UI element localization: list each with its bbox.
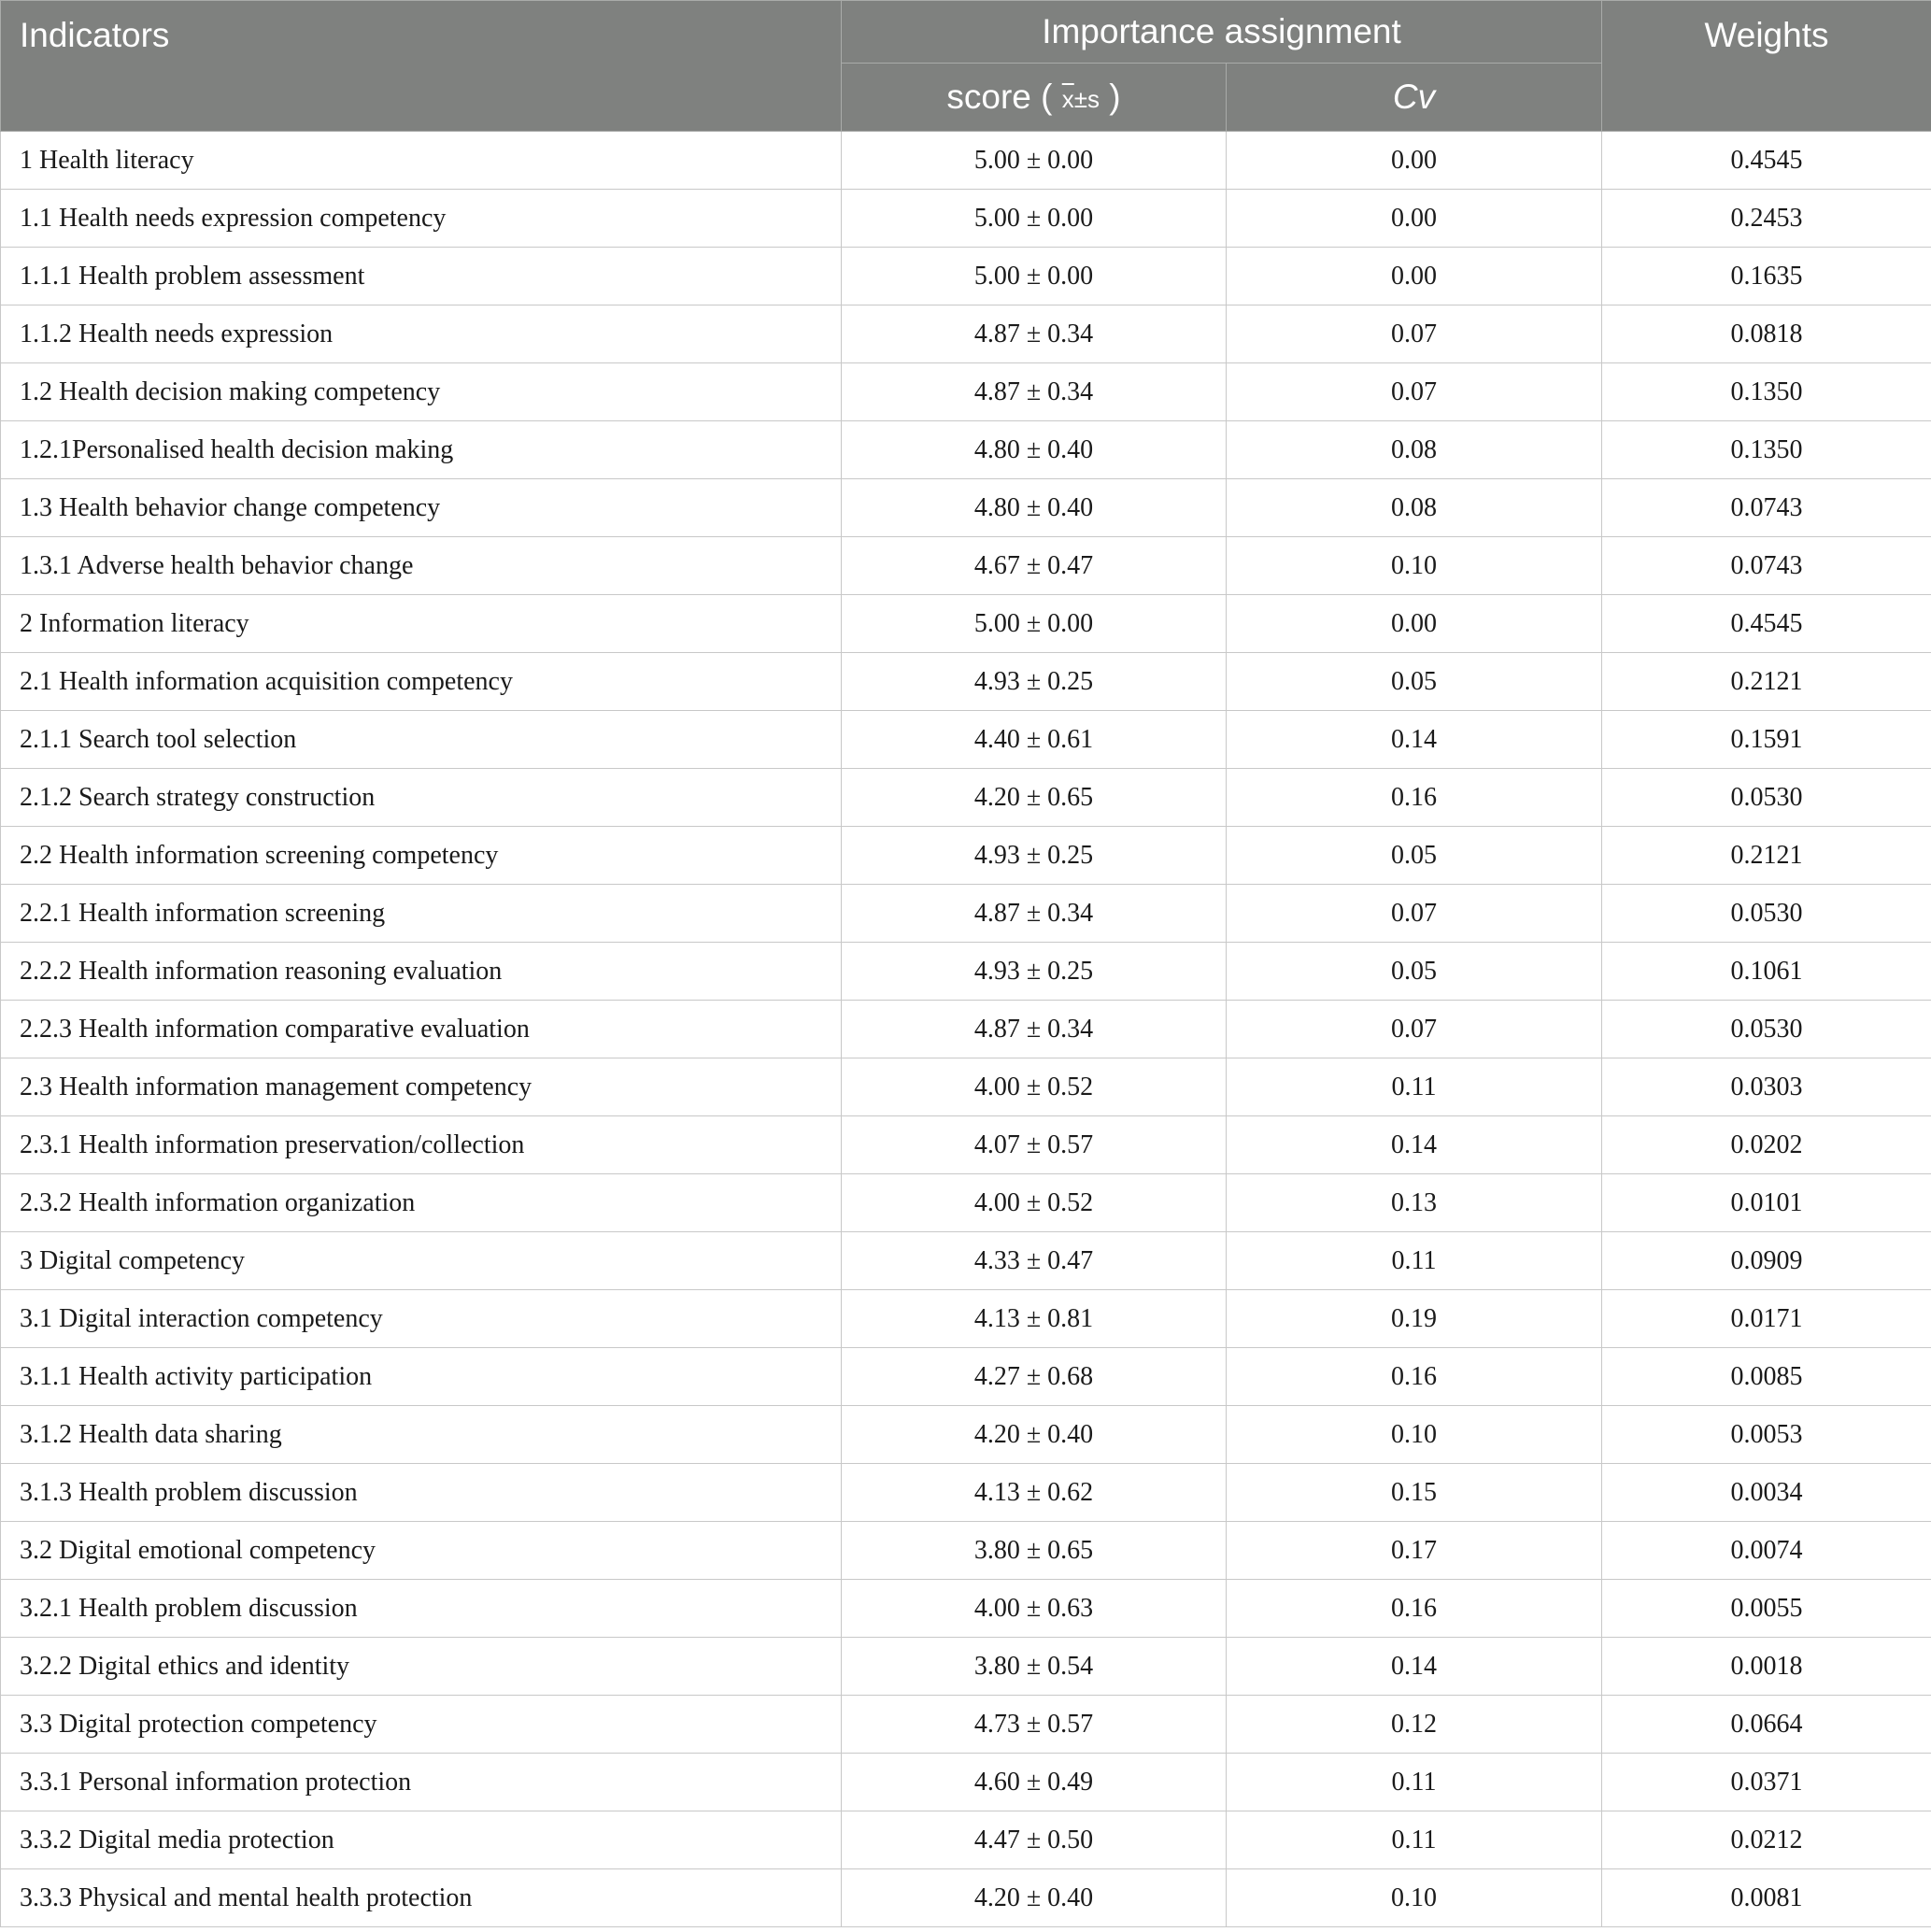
indicator-cell: 2.1.1 Search tool selection — [1, 711, 842, 769]
weight-cell: 0.0743 — [1602, 479, 1931, 537]
score-cell: 5.00 ± 0.00 — [842, 190, 1227, 248]
table-row — [1, 1522, 1931, 1580]
table-row — [1, 1174, 1931, 1232]
cv-cell: 0.00 — [1227, 132, 1602, 190]
indicator-cell: 3.1.3 Health problem discussion — [1, 1464, 842, 1522]
cv-cell: 0.08 — [1227, 421, 1602, 479]
weight-cell: 0.0303 — [1602, 1058, 1931, 1116]
cv-cell: 0.11 — [1227, 1232, 1602, 1290]
table-row — [1, 1406, 1931, 1464]
indicator-cell: 3.2.1 Health problem discussion — [1, 1580, 842, 1638]
table-row — [1, 1116, 1931, 1174]
weight-cell: 0.4545 — [1602, 595, 1931, 653]
header-score-pm-s: ±s — [1073, 84, 1100, 113]
cv-cell: 0.00 — [1227, 248, 1602, 305]
score-cell: 4.00 ± 0.52 — [842, 1058, 1227, 1116]
score-cell: 4.00 ± 0.63 — [842, 1580, 1227, 1638]
indicator-cell: 2.2.2 Health information reasoning evaluation — [1, 943, 842, 1001]
score-cell: 4.73 ± 0.57 — [842, 1696, 1227, 1754]
cv-cell: 0.13 — [1227, 1174, 1602, 1232]
table-row — [1, 1580, 1931, 1638]
table-row — [1, 653, 1931, 711]
cv-cell: 0.11 — [1227, 1058, 1602, 1116]
indicator-cell: 2.1 Health information acquisition competency — [1, 653, 842, 711]
indicator-cell: 2.2 Health information screening competency — [1, 827, 842, 885]
table-body — [1, 132, 1931, 1927]
weight-cell: 0.1061 — [1602, 943, 1931, 1001]
weight-cell: 0.0055 — [1602, 1580, 1931, 1638]
score-cell: 4.67 ± 0.47 — [842, 537, 1227, 595]
indicator-cell: 3 Digital competency — [1, 1232, 842, 1290]
table-row — [1, 248, 1931, 305]
weight-cell: 0.0371 — [1602, 1754, 1931, 1811]
score-cell: 4.60 ± 0.49 — [842, 1754, 1227, 1811]
score-cell: 4.13 ± 0.81 — [842, 1290, 1227, 1348]
score-cell: 4.40 ± 0.61 — [842, 711, 1227, 769]
table-row — [1, 1001, 1931, 1058]
indicator-cell: 2.2.3 Health information comparative evaluation — [1, 1001, 842, 1058]
cv-cell: 0.11 — [1227, 1811, 1602, 1869]
cv-cell: 0.07 — [1227, 305, 1602, 363]
cv-cell: 0.15 — [1227, 1464, 1602, 1522]
indicator-cell: 1 Health literacy — [1, 132, 842, 190]
score-cell: 5.00 ± 0.00 — [842, 595, 1227, 653]
indicator-cell: 2.3 Health information management competency — [1, 1058, 842, 1116]
table-header — [1, 1, 1931, 132]
cv-cell: 0.16 — [1227, 1580, 1602, 1638]
score-cell: 4.93 ± 0.25 — [842, 653, 1227, 711]
table-row — [1, 1754, 1931, 1811]
weight-cell: 0.4545 — [1602, 132, 1931, 190]
score-cell: 4.27 ± 0.68 — [842, 1348, 1227, 1406]
weight-cell: 0.0085 — [1602, 1348, 1931, 1406]
weight-cell: 0.2453 — [1602, 190, 1931, 248]
cv-cell: 0.14 — [1227, 1116, 1602, 1174]
indicator-cell: 3.1 Digital interaction competency — [1, 1290, 842, 1348]
table-row — [1, 595, 1931, 653]
score-cell: 4.13 ± 0.62 — [842, 1464, 1227, 1522]
header-score-symbol — [1062, 85, 1100, 114]
table-row — [1, 479, 1931, 537]
cv-cell: 0.07 — [1227, 363, 1602, 421]
cv-cell: 0.16 — [1227, 1348, 1602, 1406]
cv-cell: 0.08 — [1227, 479, 1602, 537]
cv-cell: 0.17 — [1227, 1522, 1602, 1580]
cv-cell: 0.14 — [1227, 711, 1602, 769]
indicator-cell: 2 Information literacy — [1, 595, 842, 653]
table-row — [1, 1058, 1931, 1116]
header-importance-assignment: Importance assignment — [842, 1, 1602, 64]
table-row — [1, 1696, 1931, 1754]
weight-cell: 0.0074 — [1602, 1522, 1931, 1580]
score-cell: 4.87 ± 0.34 — [842, 1001, 1227, 1058]
indicator-cell: 3.3.1 Personal information protection — [1, 1754, 842, 1811]
weight-cell: 0.0818 — [1602, 305, 1931, 363]
score-cell: 4.93 ± 0.25 — [842, 943, 1227, 1001]
indicator-cell: 1.1 Health needs expression competency — [1, 190, 842, 248]
cv-cell: 0.05 — [1227, 827, 1602, 885]
indicator-cell: 3.1.1 Health activity participation — [1, 1348, 842, 1406]
score-cell: 4.20 ± 0.40 — [842, 1406, 1227, 1464]
indicator-cell: 1.2 Health decision making competency — [1, 363, 842, 421]
score-cell: 4.80 ± 0.40 — [842, 421, 1227, 479]
score-cell: 5.00 ± 0.00 — [842, 248, 1227, 305]
weight-cell: 0.1591 — [1602, 711, 1931, 769]
indicator-cell: 3.1.2 Health data sharing — [1, 1406, 842, 1464]
weight-cell: 0.0664 — [1602, 1696, 1931, 1754]
score-cell: 5.00 ± 0.00 — [842, 132, 1227, 190]
weight-cell: 0.0202 — [1602, 1116, 1931, 1174]
table-row — [1, 1290, 1931, 1348]
indicator-cell: 2.3.1 Health information preservation/collection — [1, 1116, 842, 1174]
cv-cell: 0.10 — [1227, 537, 1602, 595]
table-row — [1, 885, 1931, 943]
cv-cell: 0.10 — [1227, 1869, 1602, 1927]
table-row — [1, 305, 1931, 363]
header-cv: Cv — [1227, 64, 1602, 132]
weight-cell: 0.0743 — [1602, 537, 1931, 595]
score-cell: 4.20 ± 0.40 — [842, 1869, 1227, 1927]
table-row — [1, 1464, 1931, 1522]
cv-cell: 0.11 — [1227, 1754, 1602, 1811]
indicator-cell: 3.3.3 Physical and mental health protection — [1, 1869, 842, 1927]
table-row — [1, 711, 1931, 769]
table-row — [1, 421, 1931, 479]
indicator-cell: 1.1.2 Health needs expression — [1, 305, 842, 363]
indicator-cell: 1.3 Health behavior change competency — [1, 479, 842, 537]
table-row — [1, 1811, 1931, 1869]
cv-cell: 0.14 — [1227, 1638, 1602, 1696]
score-cell: 4.80 ± 0.40 — [842, 479, 1227, 537]
weight-cell: 0.1350 — [1602, 363, 1931, 421]
weight-cell: 0.0081 — [1602, 1869, 1931, 1927]
cv-cell: 0.19 — [1227, 1290, 1602, 1348]
indicator-cell: 3.3 Digital protection competency — [1, 1696, 842, 1754]
cv-cell: 0.07 — [1227, 1001, 1602, 1058]
indicator-cell: 2.1.2 Search strategy construction — [1, 769, 842, 827]
header-score-suffix: ) — [1109, 78, 1121, 116]
weight-cell: 0.0034 — [1602, 1464, 1931, 1522]
score-cell: 3.80 ± 0.54 — [842, 1638, 1227, 1696]
cv-cell: 0.00 — [1227, 190, 1602, 248]
weight-cell: 0.2121 — [1602, 827, 1931, 885]
indicator-cell: 3.2 Digital emotional competency — [1, 1522, 842, 1580]
weight-cell: 0.0530 — [1602, 769, 1931, 827]
cv-cell: 0.00 — [1227, 595, 1602, 653]
cv-cell: 0.12 — [1227, 1696, 1602, 1754]
table-row — [1, 769, 1931, 827]
score-cell: 4.00 ± 0.52 — [842, 1174, 1227, 1232]
header-row-1 — [1, 1, 1931, 64]
cv-cell: 0.16 — [1227, 769, 1602, 827]
weight-cell: 0.0909 — [1602, 1232, 1931, 1290]
weight-cell: 0.1635 — [1602, 248, 1931, 305]
weight-cell: 0.0212 — [1602, 1811, 1931, 1869]
indicator-cell: 3.2.2 Digital ethics and identity — [1, 1638, 842, 1696]
header-score-prefix: score ( — [946, 78, 1053, 116]
score-cell: 4.93 ± 0.25 — [842, 827, 1227, 885]
table-row — [1, 1869, 1931, 1927]
table-row — [1, 190, 1931, 248]
indicator-cell: 1.3.1 Adverse health behavior change — [1, 537, 842, 595]
table-row — [1, 132, 1931, 190]
weight-cell: 0.0018 — [1602, 1638, 1931, 1696]
weight-cell: 0.0530 — [1602, 1001, 1931, 1058]
table-row — [1, 363, 1931, 421]
header-score — [842, 64, 1227, 132]
score-cell: 4.07 ± 0.57 — [842, 1116, 1227, 1174]
score-cell: 4.47 ± 0.50 — [842, 1811, 1227, 1869]
score-cell: 4.87 ± 0.34 — [842, 305, 1227, 363]
cv-cell: 0.05 — [1227, 943, 1602, 1001]
header-indicators: Indicators — [1, 1, 842, 132]
weight-cell: 0.0053 — [1602, 1406, 1931, 1464]
cv-cell: 0.10 — [1227, 1406, 1602, 1464]
cv-cell: 0.07 — [1227, 885, 1602, 943]
weight-cell: 0.1350 — [1602, 421, 1931, 479]
table-row — [1, 943, 1931, 1001]
score-cell: 3.80 ± 0.65 — [842, 1522, 1227, 1580]
table-row — [1, 1232, 1931, 1290]
indicator-cell: 2.3.2 Health information organization — [1, 1174, 842, 1232]
weight-cell: 0.2121 — [1602, 653, 1931, 711]
score-cell: 4.20 ± 0.65 — [842, 769, 1227, 827]
cv-cell: 0.05 — [1227, 653, 1602, 711]
score-cell: 4.87 ± 0.34 — [842, 363, 1227, 421]
table-row — [1, 537, 1931, 595]
header-score-xbar: $\overline{x}$ — [1061, 84, 1074, 113]
header-weights: Weights — [1602, 1, 1931, 132]
weight-cell: 0.0530 — [1602, 885, 1931, 943]
indicator-cell: 1.1.1 Health problem assessment — [1, 248, 842, 305]
table-row — [1, 1638, 1931, 1696]
table-row — [1, 1348, 1931, 1406]
weight-cell: 0.0171 — [1602, 1290, 1931, 1348]
indicator-cell: 1.2.1Personalised health decision making — [1, 421, 842, 479]
score-cell: 4.33 ± 0.47 — [842, 1232, 1227, 1290]
table-row — [1, 827, 1931, 885]
weight-cell: 0.0101 — [1602, 1174, 1931, 1232]
score-cell: 4.87 ± 0.34 — [842, 885, 1227, 943]
indicator-cell: 2.2.1 Health information screening — [1, 885, 842, 943]
indicator-cell: 3.3.2 Digital media protection — [1, 1811, 842, 1869]
